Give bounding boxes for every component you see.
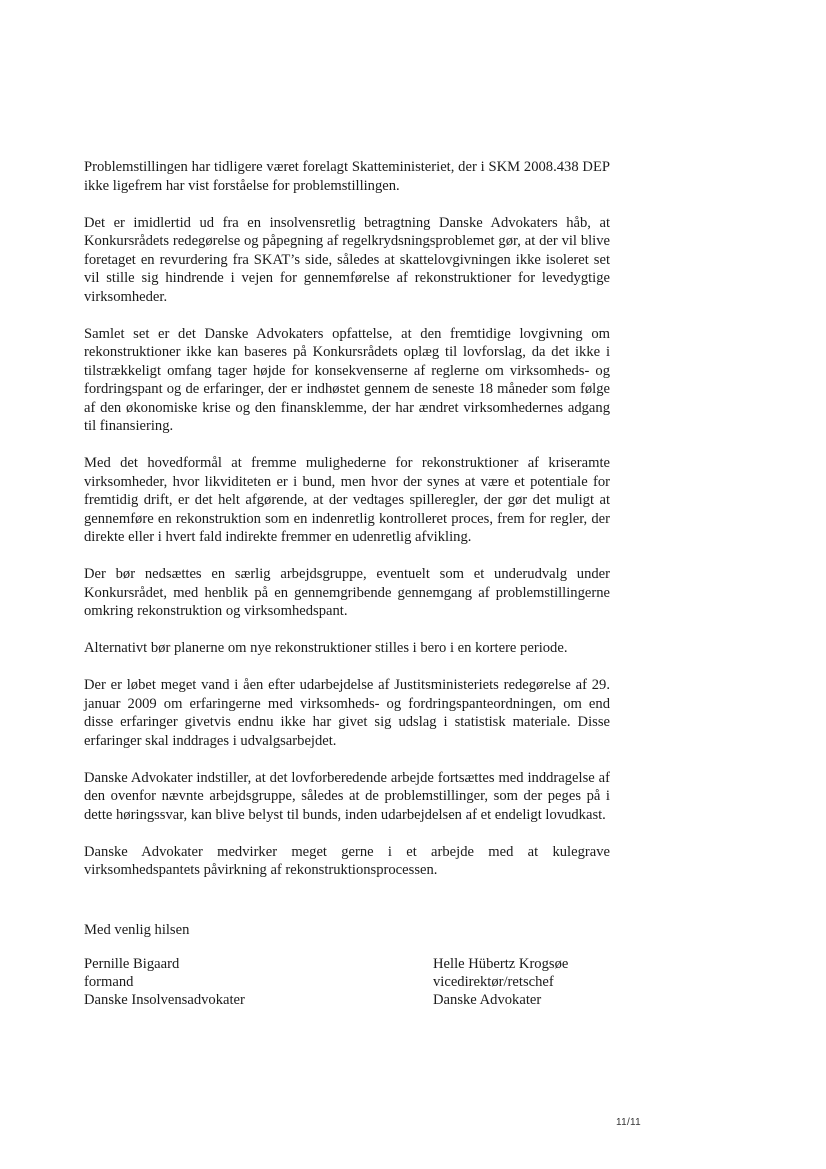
paragraph-6: Alternativt bør planerne om nye rekonstruktioner stilles i bero i en kortere periode. <box>84 640 568 656</box>
signatory-title: formand <box>84 974 134 990</box>
closing-salutation: Med venlig hilsen <box>84 922 190 938</box>
paragraph-8: Danske Advokater indstiller, at det lovforberedende arbejde fortsættes med inddragelse af den ovenfor nævnte arbejdsgruppe, således at de problemstillinger, som der peges på i dette høringssvar, kan blive belyst til bunds, inden udarbejdelsen af et endeligt lovudkast. <box>84 769 610 823</box>
letter-body <box>84 158 610 898</box>
signatory-name: Pernille Bigaard <box>84 956 180 972</box>
paragraph-3: Samlet set er det Danske Advokaters opfattelse, at den fremtidige lovgivning om rekonstruktioner ikke kan baseres på Konkursrådets oplæg til lovforslag, da det ikke i tilstrækkeligt omfang tager højde for konsekvenserne af reglerne om virksomheds- og fordringspant og de erfaringer, der er indhøstet gennem de seneste 18 måneder som følge af den økonomiske krise og den finansklemme, der har ændret virksomhedernes adgang til finansiering. <box>84 325 610 434</box>
signatory-organization: Danske Advokater <box>433 992 542 1008</box>
paragraph-7: Der er løbet meget vand i åen efter udarbejdelse af Justitsministeriets redegørelse af 29. januar 2009 om erfaringerne med virksomheds- og fordringspanteordningen, om end disse erfaringer givetvis endnu ikke har givet sig udslag i statistisk materiale. Disse erfaringer skal inddrages i udvalgsarbejdet. <box>84 677 610 749</box>
signatory-name: Helle Hübertz Krogsøe <box>433 956 569 972</box>
paragraph-9: Danske Advokater medvirker meget gerne i et arbejde med at kulegrave virksomhedspantets påvirkning af rekonstruktionsprocessen. <box>84 843 610 878</box>
paragraph-2: Det er imidlertid ud fra en insolvensretlig betragtning Danske Advokaters håb, at Konkursrådets redegørelse og påpegning af regelkrydsningsproblemet gør, at der vil blive foretaget en revurdering fra SKAT’s side, således at skattelovgivningen ikke isoleret set vil stille sig hindrende i vejen for gennemførelse af rekonstruktioner for levedygtige virksomheder. <box>84 214 610 305</box>
paragraph-5: Der bør nedsættes en særlig arbejdsgruppe, eventuelt som et underudvalg under Konkursrådet, med henblik på en gennemgribende gennemgang af problemstillingerne omkring rekonstruktion og virksomhedspant. <box>84 566 610 619</box>
page-number: 11/11 <box>616 1117 642 1128</box>
signatory-title: vicedirektør/retschef <box>433 974 554 990</box>
signatory-organization: Danske Insolvensadvokater <box>84 992 245 1008</box>
signature-block-right <box>433 955 568 1009</box>
signature-block-left <box>84 955 245 1009</box>
paragraph-4: Med det hovedformål at fremme mulighederne for rekonstruktioner af kriseramte virksomheder, hvor likviditeten er i bund, men hvor der synes at være et potentiale for fremtidig drift, er det helt afgørende, at der vedtages spilleregler, der gør det muligt at gennemføre en rekonstruktion som en indenretlig kontrolleret proces, frem for regler, der direkte eller i hvert fald indirekte fremmer en udenretlig afvikling. <box>84 455 610 545</box>
paragraph-1: Problemstillingen har tidligere været forelagt Skatteministeriet, der i SKM 2008.438 DEP ikke ligefrem har vist forståelse for problemstillingen. <box>84 159 610 194</box>
